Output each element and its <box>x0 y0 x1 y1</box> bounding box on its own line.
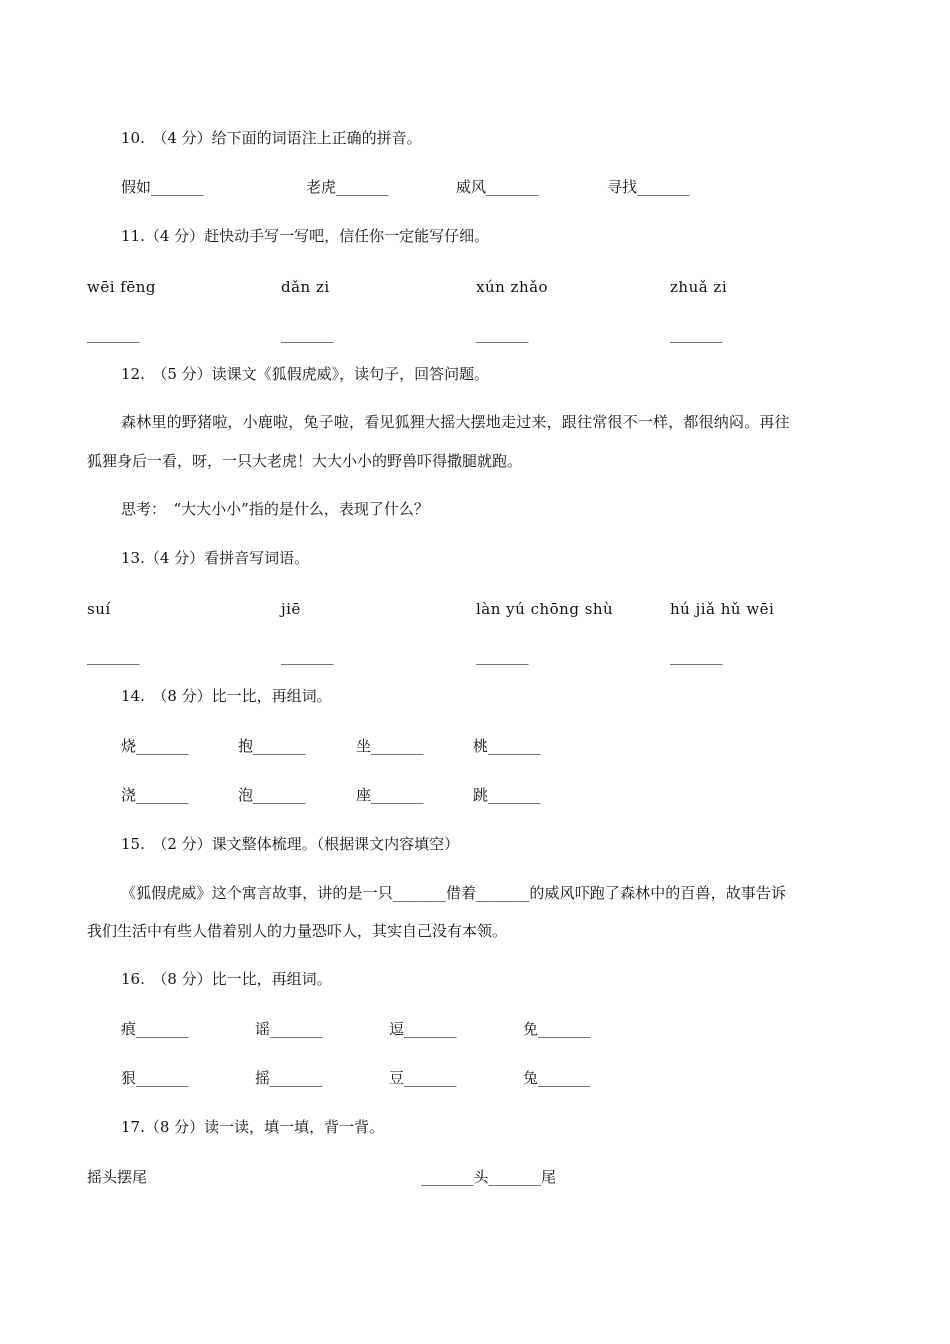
q14-row2-item-1: 浇_______ <box>121 786 189 804</box>
q13-blank-1: _______ <box>87 647 140 665</box>
q11-pinyin-2: dǎn zi <box>281 278 330 296</box>
q16-title: 16. （8 分）比一比，再组词。 <box>121 970 332 988</box>
q16-row1-item-3: 逗_______ <box>389 1020 457 1038</box>
q14-row2-item-3: 座_______ <box>356 786 424 804</box>
q12-passage-line-2: 狐狸身后一看，呀，一只大老虎！大大小小的野兽吓得撒腿就跑。 <box>87 452 523 470</box>
q16-row1-item-1: 痕_______ <box>121 1020 189 1038</box>
q13-pinyin-4: hú jiǎ hǔ wēi <box>670 600 775 618</box>
q13-pinyin-1: suí <box>87 600 111 618</box>
q13-title: 13.（4 分）看拼音写词语。 <box>121 549 310 567</box>
q11-pinyin-4: zhuǎ zi <box>670 278 728 296</box>
q16-row2-item-2: 摇_______ <box>255 1069 323 1087</box>
q16-row1-item-2: 谣_______ <box>255 1020 323 1038</box>
q14-row1-item-1: 烧_______ <box>121 737 189 755</box>
q11-blank-4: _______ <box>670 325 723 343</box>
q16-row2-item-3: 豆_______ <box>389 1069 457 1087</box>
q10-item-4: 寻找_______ <box>607 178 690 196</box>
q12-passage-line-1: 森林里的野猪啦，小鹿啦，兔子啦，看见狐狸大摇大摆地走过来，跟往常很不一样，都很纳闷。再往 <box>121 413 790 431</box>
q15-passage-line-1: 《狐假虎威》这个寓言故事，讲的是一只_______借着_______的威风吓跑了森林中的百兽，故事告诉 <box>121 884 787 902</box>
q11-blank-2: _______ <box>281 325 334 343</box>
q15-title: 15. （2 分）课文整体梳理。（根据课文内容填空） <box>121 835 460 853</box>
q17-left-idiom: 摇头摆尾 <box>87 1168 148 1186</box>
q17-right-blank-idiom: _______头_______尾 <box>421 1168 557 1186</box>
q12-title: 12. （5 分）读课文《狐假虎威》，读句子，回答问题。 <box>121 365 490 383</box>
q14-row1-item-2: 抱_______ <box>238 737 306 755</box>
q13-blank-4: _______ <box>670 647 723 665</box>
q12-question: 思考： “大大小小”指的是什么，表现了什么？ <box>121 500 429 518</box>
q16-row2-item-4: 兔_______ <box>523 1069 591 1087</box>
q15-passage-line-2: 我们生活中有些人借着别人的力量恐吓人，其实自己没有本领。 <box>87 922 508 940</box>
q14-row2-item-2: 泡_______ <box>238 786 306 804</box>
q10-item-2: 老虎_______ <box>306 178 389 196</box>
q14-row2-item-4: 跳_______ <box>473 786 541 804</box>
q13-blank-3: _______ <box>476 647 529 665</box>
q10-title: 10. （4 分）给下面的词语注上正确的拼音。 <box>121 129 422 147</box>
q11-pinyin-1: wēi fēng <box>87 278 156 296</box>
q16-row1-item-4: 免_______ <box>523 1020 591 1038</box>
q17-title: 17.（8 分）读一读，填一填，背一背。 <box>121 1118 385 1136</box>
q11-title: 11.（4 分）赶快动手写一写吧，信任你一定能写仔细。 <box>121 227 490 245</box>
q11-blank-3: _______ <box>476 325 529 343</box>
q14-title: 14. （8 分）比一比，再组词。 <box>121 687 332 705</box>
q10-item-1: 假如_______ <box>121 178 204 196</box>
q13-pinyin-3: làn yú chōng shù <box>476 600 614 618</box>
q13-pinyin-2: jiē <box>281 600 301 618</box>
q14-row1-item-3: 坐_______ <box>356 737 424 755</box>
q11-pinyin-3: xún zhǎo <box>476 278 549 296</box>
q14-row1-item-4: 桃_______ <box>473 737 541 755</box>
q16-row2-item-1: 狠_______ <box>121 1069 189 1087</box>
q10-item-3: 威风_______ <box>456 178 539 196</box>
q11-blank-1: _______ <box>87 325 140 343</box>
q13-blank-2: _______ <box>281 647 334 665</box>
